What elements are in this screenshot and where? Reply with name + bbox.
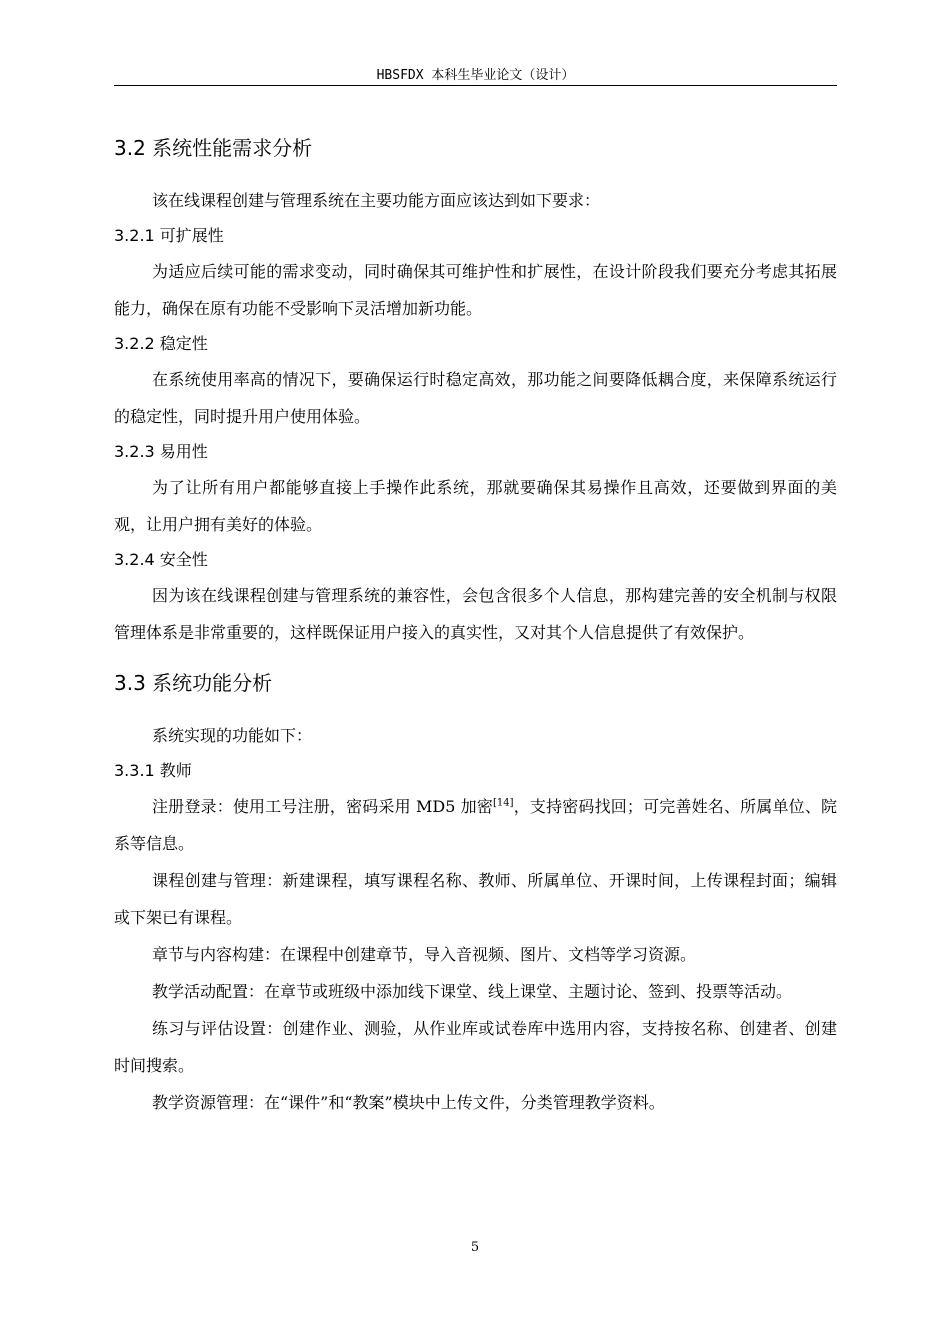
subsection-heading-3-2-4: 3.2.4 安全性 [114,550,208,569]
section-heading-3-2: 3.2 系统性能需求分析 [114,136,313,160]
paragraph-3-2-3: 为了让所有用户都能够直接上手操作此系统，那就要确保其易操作且高效，还要做到界面的美观，让用户拥有美好的体验。 [114,478,837,534]
subsection-heading-3-2-1: 3.2.1 可扩展性 [114,226,224,245]
paragraph-resource-management: 教学资源管理：在“课件”和“教案”模块中上传文件，分类管理教学资料。 [152,1093,665,1112]
paragraph-3-2-intro: 该在线课程创建与管理系统在主要功能方面应该达到如下要求： [152,191,601,210]
page-content [114,130,837,1121]
paragraph-3-2-2: 在系统使用率高的情况下，要确保运行时稳定高效，那功能之间要降低耦合度，来保障系统运行的稳定性，同时提升用户使用体验。 [114,370,837,426]
header-rule [114,85,837,86]
paragraph-teaching-activities: 教学活动配置：在章节或班级中添加线下课堂、线上课堂、主题讨论、签到、投票等活动。 [152,982,793,1001]
registration-text-before: 注册登录：使用工号注册，密码采用 MD5 加密 [152,797,494,816]
citation-ref-14[interactable]: [14] [493,797,514,809]
subsection-heading-3-2-3: 3.2.3 易用性 [114,442,208,461]
paragraph-3-2-1: 为适应后续可能的需求变动，同时确保其可维护性和扩展性，在设计阶段我们要充分考虑其拓展能力，确保在原有功能不受影响下灵活增加新功能。 [114,262,837,318]
registration-text-after: ，支持密码找回；可完善姓名、所属单位、院系等信息。 [114,797,837,853]
paragraph-course-management: 课程创建与管理：新建课程，填写课程名称、教师、所属单位、开课时间，上传课程封面；编辑或下架已有课程。 [114,871,837,927]
subsection-heading-3-3-1: 3.3.1 教师 [114,761,192,780]
subsection-heading-3-2-2: 3.2.2 稳定性 [114,334,208,353]
running-header: HBSFDX 本科生毕业论文（设计） [376,68,575,83]
paragraph-chapter-content: 章节与内容构建：在课程中创建章节，导入音视频、图片、文档等学习资源。 [152,945,697,964]
page-number: 5 [470,1240,480,1255]
paragraph-3-3-intro: 系统实现的功能如下： [152,726,313,745]
paragraph-3-2-4: 因为该在线课程创建与管理系统的兼容性，会包含很多个人信息，那构建完善的安全机制与权限管理体系是非常重要的，这样既保证用户接入的真实性，又对其个人信息提供了有效保护。 [114,586,837,642]
paragraph-practice-assessment: 练习与评估设置：创建作业、测验，从作业库或试卷库中选用内容，支持按名称、创建者、创建时间搜索。 [114,1019,837,1075]
section-heading-3-3: 3.3 系统功能分析 [114,671,273,695]
paragraph-teacher-registration [114,788,837,862]
